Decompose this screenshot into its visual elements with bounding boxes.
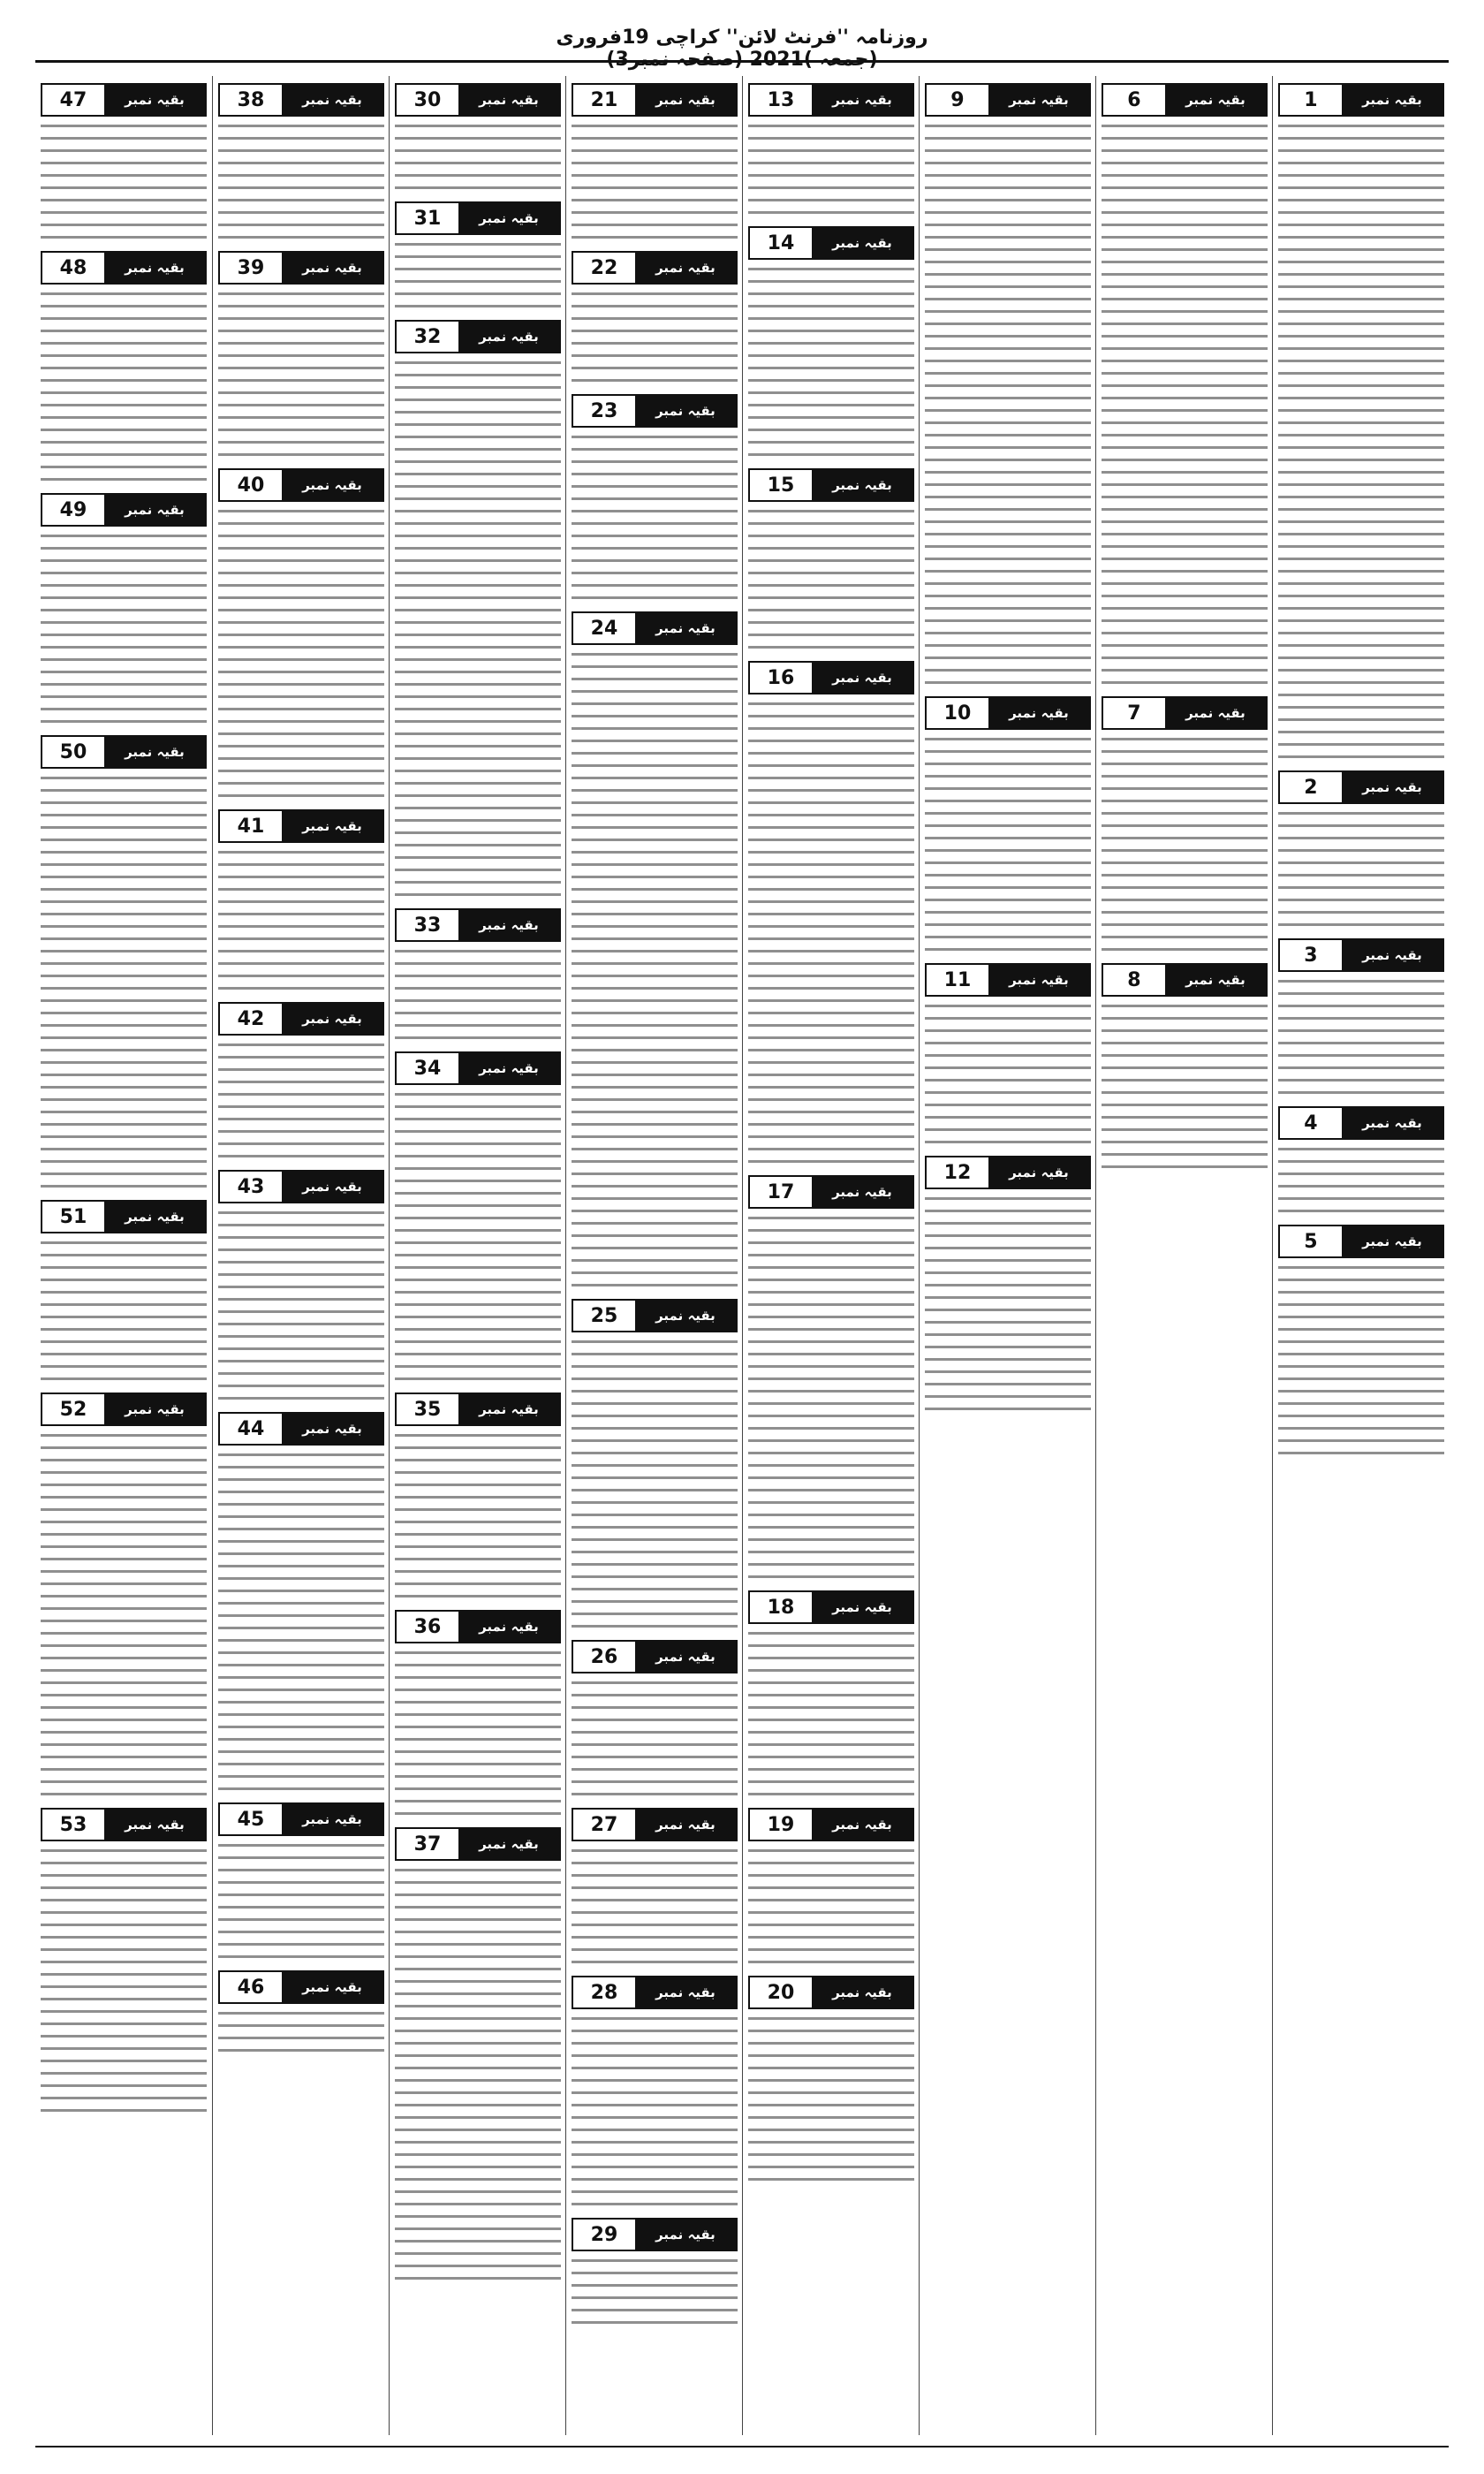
- continuation-label: بقیہ نمبر: [635, 1810, 736, 1840]
- continuation-number: 24: [573, 613, 635, 643]
- continuation-text-block: [1278, 120, 1444, 763]
- continuation-label: بقیہ نمبر: [635, 85, 736, 115]
- continuation-number: 39: [220, 253, 282, 283]
- continuation-label: بقیہ نمبر: [458, 1053, 559, 1083]
- continuation-body: [218, 1207, 384, 1405]
- column-3: [919, 76, 1096, 2435]
- continuation-text-block: [395, 1089, 561, 1385]
- continuation-label: بقیہ نمبر: [635, 253, 736, 283]
- continuation-label: بقیہ نمبر: [812, 1177, 912, 1207]
- continuation-text-block: [41, 1237, 207, 1385]
- continuation-number: 41: [220, 811, 282, 841]
- continuation-label: بقیہ نمبر: [635, 613, 736, 643]
- continuation-header: [925, 963, 1091, 997]
- continuation-body: [572, 2013, 738, 2211]
- continuation-text-block: [41, 1845, 207, 2117]
- continuation-header: [748, 1976, 914, 2009]
- continuation-header: [395, 1393, 561, 1426]
- continuation-body: [1278, 1262, 1444, 1460]
- continuation-number: 36: [397, 1612, 458, 1642]
- continuation-header: [218, 468, 384, 502]
- continuation-label: بقیہ نمبر: [104, 1810, 205, 1840]
- continuation-body: [41, 530, 207, 728]
- continuation-header: [41, 251, 207, 285]
- continuation-number: 5: [1280, 1226, 1342, 1256]
- continuation-label: بقیہ نمبر: [1342, 85, 1442, 115]
- continuation-label: بقیہ نمبر: [1342, 1108, 1442, 1138]
- continuation-text-block: [572, 2013, 738, 2211]
- continuation-header: [1278, 1106, 1444, 1140]
- continuation-body: [1278, 120, 1444, 763]
- continuation-label: بقیہ نمبر: [282, 1004, 382, 1034]
- continuation-number: 11: [927, 965, 988, 995]
- continuation-body: [1102, 733, 1268, 956]
- continuation-number: 38: [220, 85, 282, 115]
- continuation-header: [218, 1412, 384, 1446]
- continuation-label: بقیہ نمبر: [282, 253, 382, 283]
- column-1: [1272, 76, 1450, 2435]
- continuation-text-block: [748, 505, 914, 654]
- continuation-number: 7: [1103, 698, 1165, 728]
- column-7: [212, 76, 390, 2435]
- continuation-header: [395, 908, 561, 942]
- continuation-body: [1278, 808, 1444, 931]
- continuation-number: 50: [42, 737, 104, 767]
- continuation-header: [395, 83, 561, 117]
- continuation-body: [748, 1845, 914, 1969]
- continuation-label: بقیہ نمبر: [988, 1157, 1089, 1188]
- continuation-label: بقیہ نمبر: [282, 470, 382, 500]
- continuation-header: [41, 1808, 207, 1841]
- continuation-text-block: [41, 530, 207, 728]
- continuation-header: [572, 1976, 738, 2009]
- continuation-body: [925, 1000, 1091, 1149]
- continuation-header: [41, 1393, 207, 1426]
- continuation-number: 3: [1280, 940, 1342, 970]
- continuation-text-block: [572, 120, 738, 244]
- continuation-body: [395, 1430, 561, 1603]
- continuation-header: [572, 1808, 738, 1841]
- continuation-body: [395, 945, 561, 1044]
- continuation-header: [218, 1802, 384, 1836]
- continuation-text-block: [1278, 975, 1444, 1099]
- continuation-body: [218, 1449, 384, 1795]
- column-8: [35, 76, 212, 2435]
- continuation-body: [218, 1039, 384, 1163]
- continuation-label: بقیہ نمبر: [104, 1202, 205, 1232]
- continuation-label: بقیہ نمبر: [458, 85, 559, 115]
- continuation-text-block: [925, 733, 1091, 956]
- continuation-text-block: [218, 846, 384, 995]
- continuation-number: 16: [750, 663, 812, 693]
- continuation-text-block: [1102, 1000, 1268, 1173]
- continuation-header: [572, 2218, 738, 2251]
- continuation-number: 32: [397, 322, 458, 352]
- continuation-label: بقیہ نمبر: [635, 1977, 736, 2007]
- continuation-body: [748, 263, 914, 461]
- continuation-label: بقیہ نمبر: [635, 2220, 736, 2250]
- continuation-label: بقیہ نمبر: [104, 1394, 205, 1424]
- continuation-text-block: [41, 120, 207, 244]
- continuation-label: بقیہ نمبر: [1342, 940, 1442, 970]
- continuation-number: 14: [750, 228, 812, 258]
- continuation-body: [218, 288, 384, 461]
- continuation-text-block: [41, 288, 207, 486]
- continuation-text-block: [395, 357, 561, 901]
- continuation-label: بقیہ نمبر: [458, 203, 559, 233]
- continuation-label: بقیہ نمبر: [458, 1829, 559, 1859]
- continuation-number: 23: [573, 396, 635, 426]
- continuation-header: [1102, 696, 1268, 730]
- continuation-header: [1102, 83, 1268, 117]
- continuation-number: 48: [42, 253, 104, 283]
- continuation-number: 2: [1280, 772, 1342, 802]
- continuation-body: [1102, 120, 1268, 689]
- continuation-header: [218, 1170, 384, 1203]
- continuation-label: بقیہ نمبر: [104, 253, 205, 283]
- continuation-header: [572, 611, 738, 645]
- continuation-text-block: [218, 1840, 384, 1963]
- continuation-body: [572, 288, 738, 387]
- continuation-header: [748, 226, 914, 260]
- continuation-number: 44: [220, 1414, 282, 1444]
- continuation-header: [395, 1827, 561, 1861]
- continuation-text-block: [218, 505, 384, 802]
- continuation-number: 47: [42, 85, 104, 115]
- newspaper-page: [35, 76, 1449, 2444]
- continuation-body: [748, 698, 914, 1168]
- continuation-number: 25: [573, 1301, 635, 1331]
- continuation-text-block: [41, 1430, 207, 1801]
- continuation-label: بقیہ نمبر: [458, 1394, 559, 1424]
- continuation-text-block: [395, 1864, 561, 2285]
- continuation-number: 52: [42, 1394, 104, 1424]
- continuation-header: [572, 394, 738, 428]
- continuation-text-block: [218, 2007, 384, 2057]
- continuation-text-block: [572, 2255, 738, 2329]
- continuation-label: بقیہ نمبر: [282, 811, 382, 841]
- continuation-header: [925, 1156, 1091, 1189]
- continuation-body: [395, 1647, 561, 1820]
- continuation-text-block: [1278, 808, 1444, 931]
- continuation-label: بقیہ نمبر: [812, 470, 912, 500]
- continuation-label: بقیہ نمبر: [1342, 1226, 1442, 1256]
- continuation-header: [925, 696, 1091, 730]
- continuation-header: [572, 83, 738, 117]
- continuation-text-block: [925, 1193, 1091, 1415]
- continuation-header: [218, 251, 384, 285]
- continuation-header: [572, 1640, 738, 1673]
- continuation-body: [572, 1845, 738, 1969]
- continuation-number: 4: [1280, 1108, 1342, 1138]
- continuation-label: بقیہ نمبر: [282, 1414, 382, 1444]
- continuation-header: [41, 493, 207, 527]
- continuation-number: 26: [573, 1642, 635, 1672]
- continuation-header: [218, 809, 384, 843]
- bottom-rule: [35, 2446, 1449, 2447]
- continuation-label: بقیہ نمبر: [635, 396, 736, 426]
- continuation-text-block: [748, 120, 914, 219]
- continuation-header: [748, 83, 914, 117]
- continuation-text-block: [572, 288, 738, 387]
- continuation-label: بقیہ نمبر: [1165, 85, 1266, 115]
- continuation-text-block: [748, 1628, 914, 1801]
- masthead: [0, 0, 1484, 71]
- continuation-text-block: [218, 1449, 384, 1795]
- continuation-text-block: [572, 1677, 738, 1801]
- continuation-body: [572, 649, 738, 1292]
- continuation-number: 6: [1103, 85, 1165, 115]
- continuation-text-block: [748, 698, 914, 1168]
- continuation-body: [1278, 975, 1444, 1099]
- column-4: [742, 76, 920, 2435]
- continuation-label: بقیہ نمبر: [1165, 698, 1266, 728]
- continuation-number: 31: [397, 203, 458, 233]
- continuation-label: بقیہ نمبر: [104, 85, 205, 115]
- continuation-label: بقیہ نمبر: [988, 698, 1089, 728]
- continuation-number: 18: [750, 1592, 812, 1622]
- continuation-number: 42: [220, 1004, 282, 1034]
- continuation-label: بقیہ نمبر: [1342, 772, 1442, 802]
- continuation-text-block: [572, 649, 738, 1292]
- continuation-text-block: [1278, 1262, 1444, 1460]
- continuation-body: [41, 1237, 207, 1385]
- column-6: [389, 76, 566, 2435]
- continuation-body: [218, 505, 384, 802]
- continuation-header: [218, 1970, 384, 2004]
- continuation-header: [748, 1175, 914, 1209]
- continuation-body: [395, 1864, 561, 2285]
- continuation-number: 10: [927, 698, 988, 728]
- continuation-number: 33: [397, 910, 458, 940]
- continuation-label: بقیہ نمبر: [812, 1592, 912, 1622]
- continuation-label: بقیہ نمبر: [812, 1977, 912, 2007]
- continuation-text-block: [395, 1647, 561, 1820]
- continuation-text-block: [572, 431, 738, 604]
- continuation-text-block: [748, 1212, 914, 1583]
- continuation-number: 21: [573, 85, 635, 115]
- continuation-body: [41, 1845, 207, 2117]
- continuation-label: بقیہ نمبر: [812, 228, 912, 258]
- continuation-label: بقیہ نمبر: [988, 965, 1089, 995]
- continuation-label: بقیہ نمبر: [104, 737, 205, 767]
- continuation-number: 20: [750, 1977, 812, 2007]
- continuation-header: [1278, 938, 1444, 972]
- continuation-body: [395, 120, 561, 194]
- continuation-text-block: [925, 120, 1091, 689]
- continuation-body: [41, 1430, 207, 1801]
- continuation-body: [572, 1677, 738, 1801]
- continuation-header: [41, 735, 207, 769]
- continuation-label: بقیہ نمبر: [282, 1804, 382, 1834]
- continuation-number: 40: [220, 470, 282, 500]
- continuation-text-block: [748, 1845, 914, 1969]
- continuation-number: 45: [220, 1804, 282, 1834]
- continuation-body: [218, 1840, 384, 1963]
- continuation-header: [395, 1610, 561, 1643]
- continuation-number: 49: [42, 495, 104, 525]
- continuation-text-block: [218, 288, 384, 461]
- continuation-body: [925, 733, 1091, 956]
- continuation-body: [395, 1089, 561, 1385]
- continuation-label: بقیہ نمبر: [282, 1172, 382, 1202]
- continuation-text-block: [1102, 120, 1268, 689]
- continuation-number: 13: [750, 85, 812, 115]
- continuation-number: 43: [220, 1172, 282, 1202]
- continuation-header: [572, 251, 738, 285]
- continuation-text-block: [395, 120, 561, 194]
- continuation-label: بقیہ نمبر: [812, 85, 912, 115]
- continuation-header: [41, 1200, 207, 1233]
- continuation-header: [572, 1299, 738, 1332]
- continuation-text-block: [572, 1336, 738, 1633]
- continuation-text-block: [218, 120, 384, 244]
- continuation-text-block: [748, 2013, 914, 2186]
- continuation-number: 1: [1280, 85, 1342, 115]
- continuation-label: بقیہ نمبر: [1165, 965, 1266, 995]
- continuation-label: بقیہ نمبر: [635, 1642, 736, 1672]
- continuation-number: 17: [750, 1177, 812, 1207]
- continuation-header: [1278, 83, 1444, 117]
- continuation-body: [41, 120, 207, 244]
- continuation-number: 30: [397, 85, 458, 115]
- continuation-label: بقیہ نمبر: [282, 1972, 382, 2002]
- continuation-number: 9: [927, 85, 988, 115]
- continuation-body: [218, 120, 384, 244]
- continuation-header: [218, 1002, 384, 1036]
- continuation-text-block: [572, 1845, 738, 1969]
- continuation-number: 35: [397, 1394, 458, 1424]
- continuation-text-block: [218, 1039, 384, 1163]
- continuation-number: 28: [573, 1977, 635, 2007]
- continuation-body: [572, 431, 738, 604]
- continuation-header: [925, 83, 1091, 117]
- continuation-text-block: [925, 1000, 1091, 1149]
- column-2: [1095, 76, 1273, 2435]
- continuation-body: [748, 1628, 914, 1801]
- continuation-header: [748, 1590, 914, 1624]
- continuation-number: 46: [220, 1972, 282, 2002]
- masthead-rule: [35, 60, 1449, 63]
- continuation-header: [218, 83, 384, 117]
- continuation-number: 37: [397, 1829, 458, 1859]
- masthead-title: روزنامہ ''فرنٹ لائن'' کراچی 19فروری (جمعہ )2021 (صفحہ نمبر3): [556, 27, 928, 71]
- continuation-body: [572, 2255, 738, 2329]
- continuation-header: [1278, 1225, 1444, 1258]
- continuation-body: [41, 772, 207, 1193]
- continuation-header: [1102, 963, 1268, 997]
- continuation-body: [218, 2007, 384, 2057]
- continuation-body: [748, 505, 914, 654]
- continuation-text-block: [1102, 733, 1268, 956]
- continuation-label: بقیہ نمبر: [282, 85, 382, 115]
- continuation-body: [748, 120, 914, 219]
- continuation-number: 27: [573, 1810, 635, 1840]
- continuation-header: [748, 468, 914, 502]
- continuation-text-block: [218, 1207, 384, 1405]
- continuation-body: [218, 846, 384, 995]
- continuation-body: [748, 2013, 914, 2186]
- continuation-label: بقیہ نمبر: [458, 1612, 559, 1642]
- continuation-header: [395, 320, 561, 353]
- continuation-body: [1278, 1143, 1444, 1218]
- continuation-body: [395, 357, 561, 901]
- continuation-body: [395, 239, 561, 313]
- continuation-label: بقیہ نمبر: [812, 663, 912, 693]
- continuation-body: [748, 1212, 914, 1583]
- continuation-number: 34: [397, 1053, 458, 1083]
- continuation-label: بقیہ نمبر: [104, 495, 205, 525]
- continuation-text-block: [41, 772, 207, 1193]
- continuation-number: 29: [573, 2220, 635, 2250]
- column-5: [565, 76, 743, 2435]
- continuation-number: 51: [42, 1202, 104, 1232]
- continuation-header: [1278, 770, 1444, 804]
- continuation-text-block: [395, 1430, 561, 1603]
- continuation-header: [748, 661, 914, 694]
- continuation-text-block: [395, 945, 561, 1044]
- continuation-number: 8: [1103, 965, 1165, 995]
- continuation-number: 53: [42, 1810, 104, 1840]
- continuation-body: [925, 120, 1091, 689]
- continuation-body: [572, 1336, 738, 1633]
- continuation-body: [41, 288, 207, 486]
- continuation-body: [1102, 1000, 1268, 1173]
- continuation-text-block: [395, 239, 561, 313]
- continuation-label: بقیہ نمبر: [458, 910, 559, 940]
- continuation-header: [41, 83, 207, 117]
- continuation-label: بقیہ نمبر: [812, 1810, 912, 1840]
- continuation-number: 12: [927, 1157, 988, 1188]
- continuation-header: [748, 1808, 914, 1841]
- continuation-text-block: [1278, 1143, 1444, 1218]
- continuation-label: بقیہ نمبر: [988, 85, 1089, 115]
- continuation-label: بقیہ نمبر: [458, 322, 559, 352]
- continuation-header: [395, 201, 561, 235]
- continuation-body: [925, 1193, 1091, 1415]
- continuation-text-block: [748, 263, 914, 461]
- continuation-number: 15: [750, 470, 812, 500]
- continuation-label: بقیہ نمبر: [635, 1301, 736, 1331]
- continuation-number: 19: [750, 1810, 812, 1840]
- continuation-header: [395, 1051, 561, 1085]
- continuation-number: 22: [573, 253, 635, 283]
- continuation-body: [572, 120, 738, 244]
